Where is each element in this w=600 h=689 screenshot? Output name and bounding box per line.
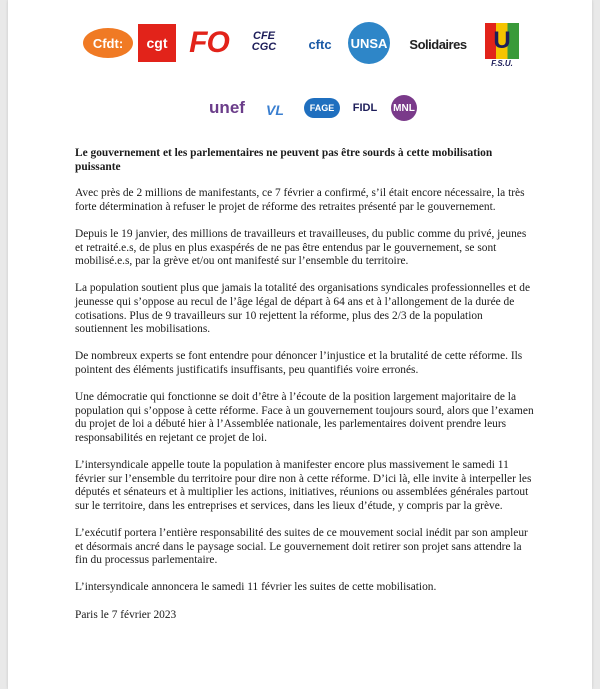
union-logos-row-2 — [8, 92, 592, 142]
fsu-logo-caption: F.S.U. — [491, 58, 513, 68]
paragraph: Depuis le 19 janvier, des millions de travailleurs et travailleuses, du public comme du privé, jeunes et retraité.e.s, de plus en plus exaspérés de ne pas être entendus par le gouvernement, se sont mobilisé.e.s, par la grève et/ou ont manifesté sur l’ensemble du territoire. — [75, 227, 527, 268]
fsu-logo-mark: U — [485, 23, 519, 59]
mnl-logo: MNL — [391, 95, 417, 121]
paragraph: L’intersyndicale annoncera le samedi 11 février les suites de cette mobilisation. — [75, 581, 437, 594]
unsa-logo: UNSA — [348, 22, 390, 64]
press-release-body — [75, 147, 535, 636]
paragraph: La population soutient plus que jamais la totalité des organisations syndicales professionnelles et de jeunesse qui s’oppose au recul de l’âge légal de départ à 64 ans et à l’allongement de la durée de cotisations. Plus de 9 travailleurs sur 10 rejettent la réforme, plus des 2/3 de la population soutiennent les mobilisations. — [75, 282, 531, 336]
paragraph: Avec près de 2 millions de manifestants, ce 7 février a confirmé, s’il était encore nécessaire, la très forte détermination à refuser le projet de réforme des retraites présenté par le gouvernement. — [75, 187, 525, 213]
cgt-logo: cgt — [138, 24, 176, 62]
paragraph: De nombreux experts se font entendre pour dénoncer l’injustice et la brutalité de cette réforme. Ils pointent des éléments justificatifs insuffisants, peu quantifiés voire erronés. — [75, 350, 523, 376]
unef-logo: unef — [209, 98, 245, 117]
paragraph: Une démocratie qui fonctionne se doit d’être à l’écoute de la position largement majoritaire de la population qui s’oppose à cette réforme. Face à un gouvernement toujours sourd, alors que l’examen du projet de loi a débuté hier à l’Assemblée nationale, les parlementaires doivent prendre leurs responsabilités en rejetant ce projet de loi. — [75, 391, 534, 444]
cfdt-logo: Cfdt: — [83, 28, 133, 58]
solidaires-logo: Solidaires — [409, 36, 467, 52]
document-page — [8, 0, 592, 689]
paragraph: L’exécutif portera l’entière responsabilité des suites de ce mouvement social inédit par son ampleur et désormais ancré dans le paysage social. Le gouvernement doit retirer son projet sans attendre la fin du processus parlementaire. — [75, 527, 528, 567]
fsu-logo — [482, 20, 522, 70]
fage-logo: FAGE — [304, 98, 340, 118]
paragraph: L’intersyndicale appelle toute la population à manifester encore plus massivement le samedi 11 février sur l’ensemble du territoire pour dire non à cette réforme. D’ici là, elle invite à interpeller les députés et sénateurs et à multiplier les actions, initiatives, réunions ou assemblées générales partout sur le territoire, dans les entreprises et services, dans les lieux d’étude, y compris par la grève. — [75, 459, 532, 512]
cfe-cgc-logo: CFE CGC — [251, 30, 277, 53]
cftc-logo: cftc — [308, 36, 332, 52]
union-logos-row-1 — [8, 18, 592, 68]
fo-logo: FO — [189, 26, 229, 59]
vl-logo: VL — [266, 102, 284, 118]
signature-date: Paris le 7 février 2023 — [75, 608, 177, 621]
fidl-logo: FIDL — [352, 102, 378, 114]
document-title: Le gouvernement et les parlementaires ne peuvent pas être sourds à cette mobilisation puissante — [75, 147, 493, 173]
